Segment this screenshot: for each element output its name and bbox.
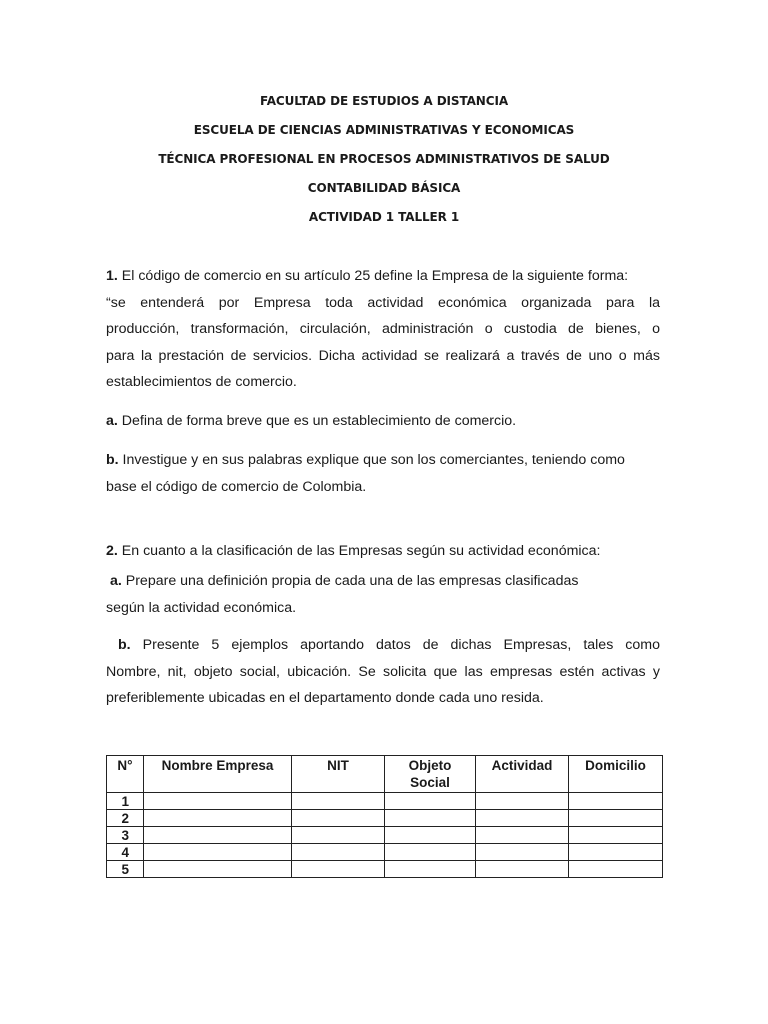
cell-objeto-social[interactable] <box>385 810 476 827</box>
question-2a: a. Prepare una definición propia de cada una de las empresas clasificadas según la actividad económica. <box>106 573 579 616</box>
col-header-objeto-social: Objeto Social <box>385 756 476 793</box>
col-header-company-name: Nombre Empresa <box>144 756 292 793</box>
question-1 <box>106 263 660 396</box>
question-2b: b. Presente 5 ejemplos aportando datos de dichas Empresas, tales como Nombre, nit, objeto social, ubicación. Se solicita que las empresas estén activas y preferiblemente ubicadas en el departamento donde cada uno resida. <box>106 637 660 706</box>
cell-domicilio[interactable] <box>569 844 663 861</box>
table-row <box>107 844 663 861</box>
cell-domicilio[interactable] <box>569 861 663 878</box>
cell-nit[interactable] <box>292 861 385 878</box>
question-1b: b. Investigue y en sus palabras explique que son los comerciantes, teniendo como base el código de comercio de Colombia. <box>106 452 625 495</box>
cell-objeto-social[interactable] <box>385 827 476 844</box>
question-1a-label: a. <box>106 413 118 429</box>
col-header-nit: NIT <box>292 756 385 793</box>
cell-nit[interactable] <box>292 810 385 827</box>
cell-objeto-social[interactable] <box>385 793 476 810</box>
cell-actividad[interactable] <box>476 810 569 827</box>
table-row <box>107 827 663 844</box>
cell-nit[interactable] <box>292 827 385 844</box>
table-row <box>107 861 663 878</box>
row-number: 4 <box>107 844 144 861</box>
activity-title: ACTIVIDAD 1 TALLER 1 <box>308 210 460 224</box>
quote-line: producción, transformación, circulación, administración o custodia de bienes, o <box>106 321 660 337</box>
cell-actividad[interactable] <box>476 793 569 810</box>
cell-company-name[interactable] <box>144 861 292 878</box>
companies-table <box>106 755 663 878</box>
cell-company-name[interactable] <box>144 810 292 827</box>
question-1a <box>106 408 660 435</box>
col-header-actividad: Actividad <box>476 756 569 793</box>
cell-objeto-social[interactable] <box>385 861 476 878</box>
cell-domicilio[interactable] <box>569 810 663 827</box>
col-header-number: N° <box>107 756 144 793</box>
cell-domicilio[interactable] <box>569 793 663 810</box>
row-number: 1 <box>107 793 144 810</box>
cell-nit[interactable] <box>292 844 385 861</box>
question-1a-text: Defina de forma breve que es un establecimiento de comercio. <box>117 413 517 429</box>
table-row <box>107 793 663 810</box>
cell-company-name[interactable] <box>144 793 292 810</box>
cell-actividad[interactable] <box>476 861 569 878</box>
cell-company-name[interactable] <box>144 844 292 861</box>
question-2-number: 2. <box>106 543 118 559</box>
cell-actividad[interactable] <box>476 827 569 844</box>
question-2a-label: a. <box>109 573 122 589</box>
quote-line: para la prestación de servicios. Dicha actividad se realizará a través de uno o más <box>106 347 660 364</box>
cell-nit[interactable] <box>292 793 385 810</box>
row-number: 2 <box>107 810 144 827</box>
question-1b-label: b. <box>106 452 119 468</box>
school-title: ESCUELA DE CIENCIAS ADMINISTRATIVAS Y ECONOMICAS <box>193 123 575 137</box>
question-2: 2. En cuanto a la clasificación de las Empresas según su actividad económica: <box>106 543 601 559</box>
quote-line: establecimientos de comercio. <box>106 374 297 390</box>
cell-actividad[interactable] <box>476 844 569 861</box>
question-1-number: 1. <box>106 268 118 284</box>
table-header-row <box>107 756 663 793</box>
col-header-domicilio: Domicilio <box>569 756 663 793</box>
cell-domicilio[interactable] <box>569 827 663 844</box>
row-number: 5 <box>107 861 144 878</box>
program-title: TÉCNICA PROFESIONAL EN PROCESOS ADMINISTRATIVOS DE SALUD <box>158 152 610 166</box>
cell-company-name[interactable] <box>144 827 292 844</box>
quote-line: “se entenderá por Empresa toda actividad económica organizada para la <box>106 294 660 311</box>
course-title: CONTABILIDAD BÁSICA <box>307 181 461 195</box>
row-number: 3 <box>107 827 144 844</box>
question-1-intro: 1. El código de comercio en su artículo 25 define la Empresa de la siguiente forma: <box>106 268 629 284</box>
faculty-title: FACULTAD DE ESTUDIOS A DISTANCIA <box>259 94 509 108</box>
table-row <box>107 810 663 827</box>
cell-objeto-social[interactable] <box>385 844 476 861</box>
question-2b-label: b. <box>118 637 131 653</box>
